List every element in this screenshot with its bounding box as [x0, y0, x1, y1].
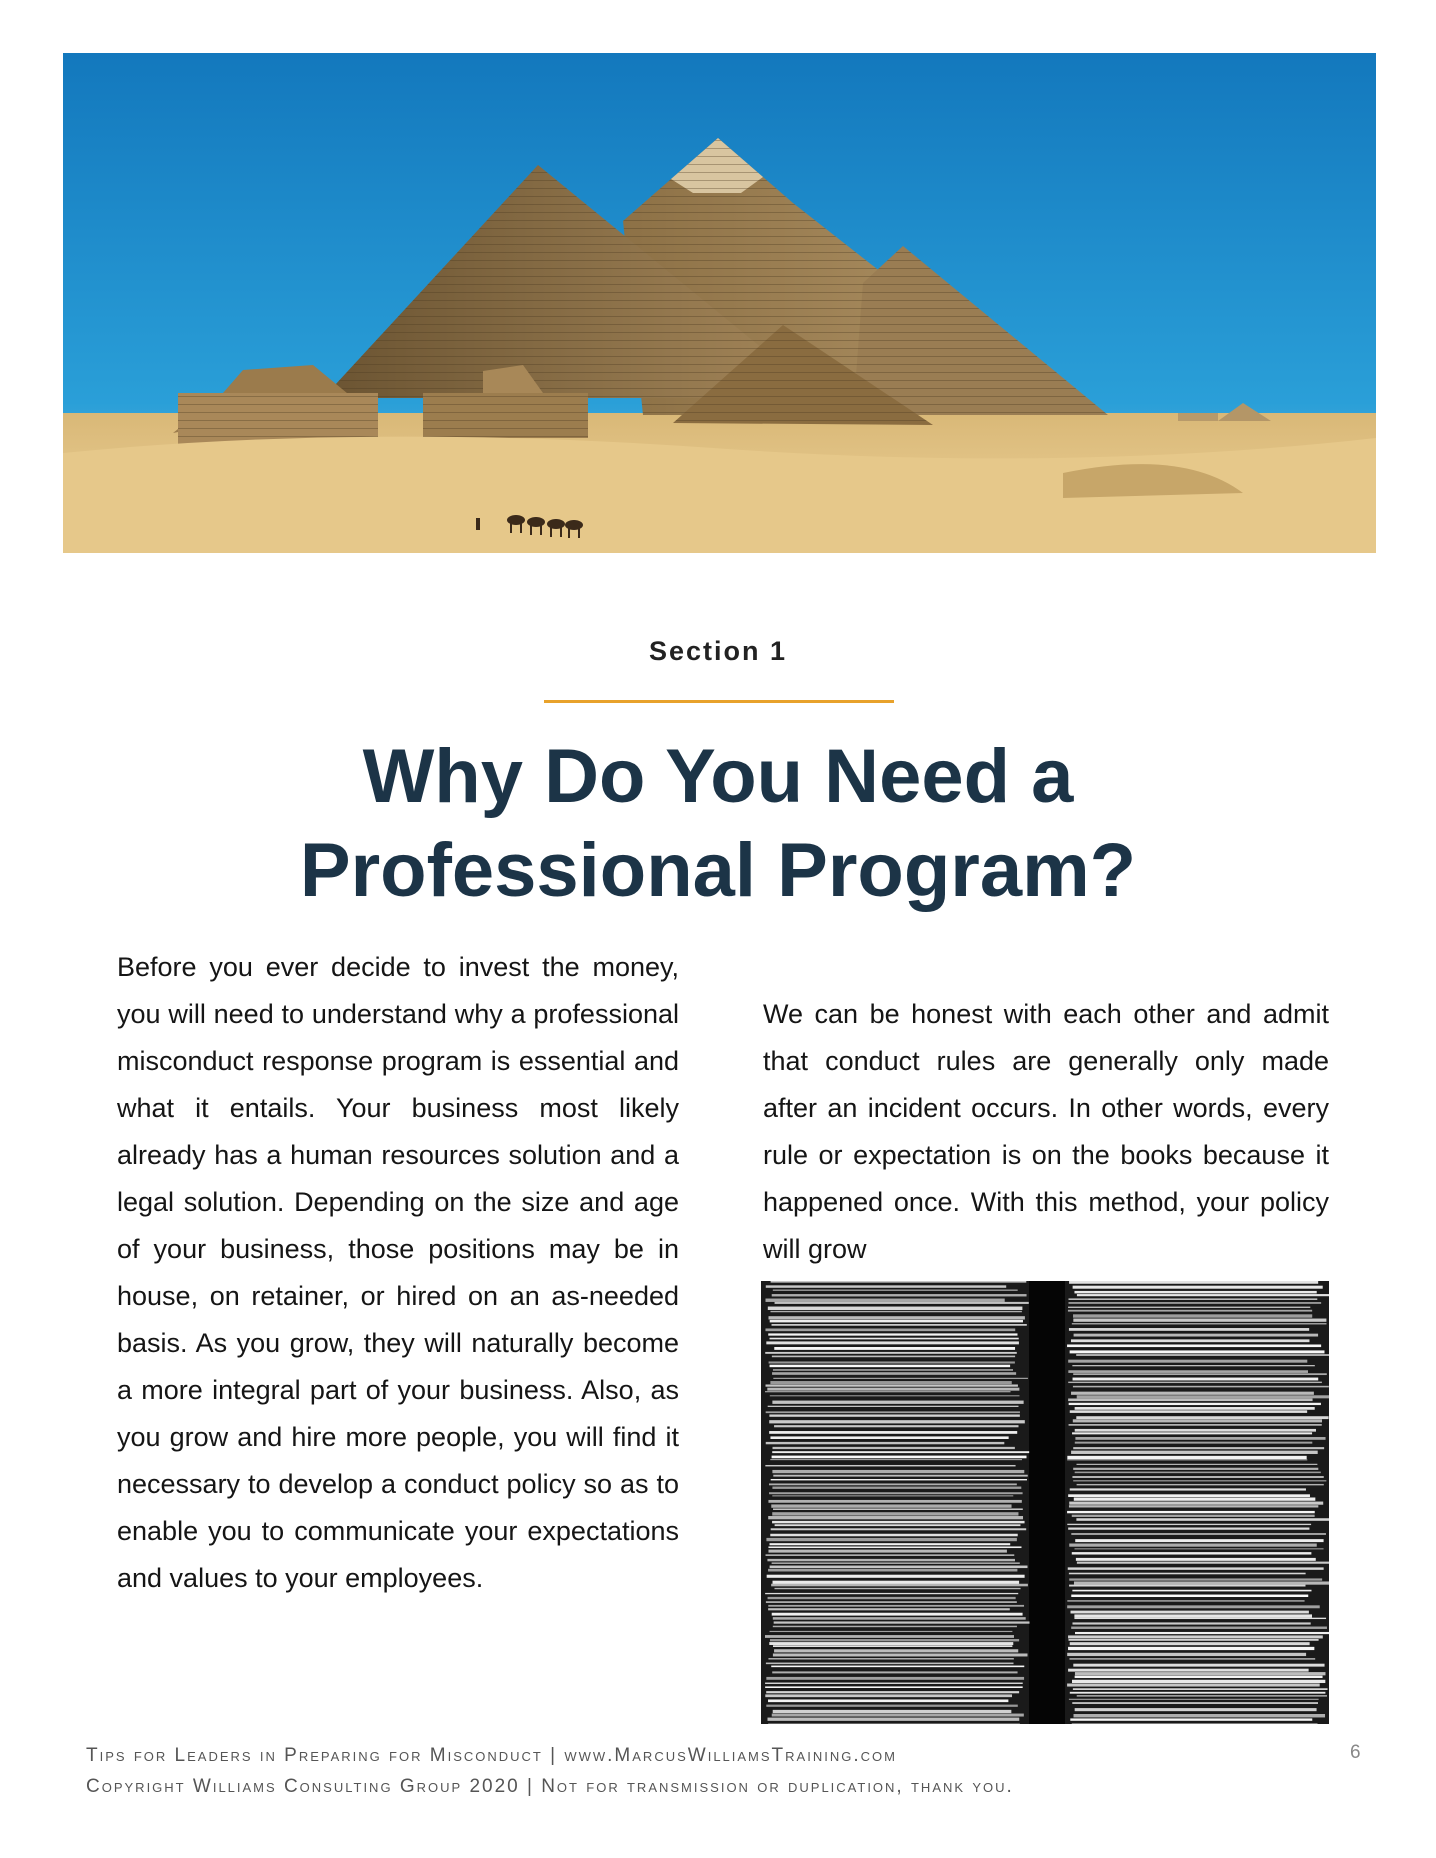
paper-sheet [1071, 1451, 1318, 1454]
paper-sheet [768, 1546, 1021, 1548]
paper-sheet [1075, 1672, 1326, 1675]
paper-sheet [769, 1316, 1025, 1319]
paper-sheet [769, 1420, 1025, 1423]
paper-sheet [771, 1528, 1027, 1530]
paper-sheet [765, 1352, 1017, 1354]
paper-sheet [772, 1671, 1017, 1673]
paper-sheet [1075, 1442, 1313, 1444]
paper-sheet [770, 1320, 1023, 1323]
paper-sheet [1075, 1632, 1329, 1634]
paper-sheet [773, 1369, 1013, 1371]
paper-sheet [771, 1281, 1027, 1283]
paper-sheet [773, 1626, 1017, 1628]
paper-sheet [1071, 1392, 1314, 1395]
paper-sheet [1073, 1286, 1323, 1289]
paper-sheet [1068, 1494, 1310, 1497]
paper-sheet [766, 1705, 1017, 1707]
paper-sheet [769, 1361, 1015, 1363]
paper-sheet [772, 1401, 1023, 1404]
paper-sheet [766, 1299, 1005, 1302]
paper-sheet [773, 1475, 1027, 1477]
paper-sheet [1069, 1424, 1322, 1426]
paper-sheet [1069, 1502, 1323, 1505]
paper-sheet [1068, 1302, 1321, 1304]
paper-sheet [1073, 1480, 1326, 1481]
paper-sheet [771, 1666, 1024, 1668]
paper-sheet [1073, 1688, 1328, 1690]
paper-sheet [765, 1391, 1011, 1392]
paper-sheet [767, 1575, 1025, 1578]
orange-divider [544, 700, 894, 703]
paper-sheet [1068, 1360, 1307, 1363]
paper-sheet [1068, 1635, 1323, 1638]
paper-sheet [1070, 1350, 1325, 1353]
paper-sheet [1070, 1642, 1310, 1645]
paper-sheet [765, 1635, 1014, 1638]
paper-sheet [1072, 1590, 1311, 1592]
paper-sheet [1068, 1310, 1312, 1312]
paper-sheet [1068, 1382, 1322, 1383]
paper-sheet [772, 1512, 1018, 1515]
paper-sheet [1070, 1692, 1326, 1694]
paper-sheet [770, 1338, 1019, 1340]
paper-sheet [1073, 1419, 1322, 1422]
paper-sheet [769, 1414, 1019, 1416]
paper-sheet [775, 1524, 1021, 1526]
paper-sheet [772, 1521, 1024, 1523]
paper-sheet [772, 1356, 1015, 1358]
paper-sheet [767, 1559, 1015, 1561]
paper-sheet [765, 1686, 1023, 1688]
paper-sheet [772, 1714, 1024, 1717]
paper-sheet [772, 1456, 1027, 1459]
body-left-column: Before you ever decide to invest the money, you will need to understand why a professional misconduct response program is essential and what it entails. Your business most likely already has a human resources solution and a legal solution. Depending on the size and age of your business, those positions may be in house, on retainer, or hired on an as-needed basis. As you grow, they will naturally become a more integral part of your business. Also, as you grow and hire more people, you will find it necessary to develop a conduct policy so as to enable you to communicate your expectations and values to your employees. [117, 952, 679, 1593]
paper-sheet [769, 1492, 1023, 1494]
paper-sheet [771, 1584, 1028, 1587]
paper-sheet [766, 1691, 1019, 1693]
paper-sheet [1073, 1386, 1329, 1388]
paper-sheet [772, 1451, 1029, 1453]
paper-sheet [770, 1631, 1013, 1632]
paper-sheet [773, 1378, 1028, 1379]
paper-sheet [770, 1639, 1019, 1641]
paper-sheet [1067, 1459, 1307, 1460]
footer [86, 1740, 1366, 1802]
paper-sheet [1073, 1319, 1326, 1322]
paper-sheet [1075, 1437, 1325, 1440]
section-label: Section 1 [648, 636, 788, 666]
paper-sheet [1067, 1511, 1315, 1513]
paper-sheet [766, 1554, 1015, 1555]
paper-sheet [1069, 1578, 1322, 1580]
paper-sheet [766, 1663, 1014, 1665]
paper-sheet [774, 1347, 1015, 1350]
paper-sheet [1067, 1524, 1311, 1525]
paper-sheet [1067, 1653, 1306, 1656]
paper-sheet [1073, 1378, 1319, 1381]
paper-sheet [1076, 1354, 1329, 1356]
paper-sheet [771, 1479, 1027, 1480]
paper-sheet [1072, 1476, 1323, 1478]
paper-sheet [770, 1395, 1020, 1396]
paper-sheet [1071, 1595, 1308, 1597]
paper-sheet [1069, 1573, 1306, 1575]
paper-sheet [1076, 1558, 1316, 1561]
paper-sheet [1072, 1323, 1327, 1324]
paper-sheet [774, 1425, 1018, 1427]
paper-sheet [773, 1581, 1020, 1584]
paper-sheet [1072, 1622, 1310, 1624]
paper-sheet [768, 1605, 1024, 1607]
paper-sheet [766, 1285, 1006, 1287]
stacked-files-image [761, 1281, 1329, 1724]
paper-sheet [1071, 1627, 1327, 1629]
paper-sheet [1074, 1581, 1329, 1584]
paper-sheet [1072, 1515, 1315, 1517]
paper-sheet [1072, 1432, 1312, 1434]
paper-sheet [775, 1302, 1029, 1304]
paper-sheet [768, 1550, 1006, 1553]
paper-sheet [771, 1504, 1011, 1507]
paper-sheet [768, 1658, 1013, 1659]
paper-sheet [1073, 1468, 1318, 1470]
paper-sheet [766, 1677, 1024, 1680]
paper-sheet [1074, 1618, 1326, 1619]
paper-sheet [767, 1388, 1019, 1391]
body-right-column: We can be honest with each other and admit that conduct rules are generally only made after an incident occurs. In other words, every rule or expectation is on the books because it happened once. With this method, your policy will grow [763, 999, 1329, 1264]
paper-sheet [1072, 1365, 1314, 1366]
paper-sheet [770, 1381, 1011, 1384]
paper-sheet [1075, 1472, 1321, 1474]
paper-sheet [766, 1538, 1016, 1541]
footer-line-1: Tips for Leaders in Preparing for Misconduct | www.MarcusWilliamsTraining.com [86, 1745, 897, 1766]
paper-sheet [1075, 1708, 1317, 1711]
paper-sheet [773, 1447, 1015, 1449]
paper-sheet [772, 1324, 1027, 1326]
paper-sheet [772, 1487, 1021, 1489]
paper-sheet [773, 1617, 1026, 1620]
paper-sheet [769, 1483, 1017, 1485]
paper-sheet [1068, 1298, 1317, 1300]
paper-sheet [1077, 1464, 1318, 1465]
paper-sheet [1067, 1456, 1306, 1459]
paper-sheet [770, 1566, 1028, 1569]
paper-sheet [773, 1290, 1018, 1291]
paper-sheet [770, 1534, 1017, 1537]
paper-sheet [773, 1653, 1028, 1656]
paper-sheet [1070, 1410, 1307, 1413]
paper-sheet [1077, 1484, 1324, 1485]
paper-sheet [1070, 1488, 1306, 1490]
paper-sheet [1074, 1497, 1316, 1500]
paper-sheet [1072, 1702, 1318, 1704]
paper-sheet [1075, 1539, 1323, 1542]
paper-sheet [1068, 1370, 1308, 1373]
paper-sheet [1075, 1548, 1324, 1549]
paper-sheet [768, 1406, 1019, 1407]
paper-sheet [1067, 1600, 1304, 1602]
paper-sheet [1071, 1339, 1310, 1342]
paper-sheet [1073, 1447, 1324, 1449]
hero-image-pyramids [63, 53, 1376, 553]
paper-sheet [768, 1333, 1017, 1335]
paper-sheet [769, 1543, 1010, 1545]
paper-sheet [1073, 1373, 1327, 1375]
paper-sheet [766, 1341, 1019, 1344]
paper-sheet [769, 1431, 1017, 1434]
paper-sheet [1069, 1281, 1318, 1284]
paper-sheet [1068, 1567, 1324, 1569]
paper-sheet [1071, 1533, 1326, 1534]
paper-sheet [1071, 1611, 1309, 1614]
paper-sheet [1076, 1518, 1329, 1521]
paper-sheet [1077, 1294, 1329, 1296]
page-title [0, 730, 1436, 918]
paper-sheet [769, 1642, 1013, 1645]
paper-sheet [1067, 1683, 1320, 1686]
paper-sheet [1077, 1695, 1327, 1696]
paper-sheet [773, 1645, 1012, 1647]
paper-sheet [767, 1718, 1019, 1721]
paper-sheet [1069, 1403, 1321, 1405]
paper-sheet [1075, 1407, 1315, 1410]
paper-sheet [772, 1372, 1016, 1375]
paper-sheet [1077, 1562, 1329, 1564]
paper-sheet [772, 1495, 1013, 1496]
paper-sheet [1068, 1398, 1312, 1401]
paper-sheet [766, 1601, 1017, 1602]
paper-sheet [1073, 1314, 1312, 1317]
paper-sheet [1069, 1639, 1319, 1641]
title-line-1: Why Do You Need a [362, 734, 1074, 819]
title-line-2: Professional Program? [299, 828, 1137, 913]
paper-sheet [1068, 1647, 1314, 1650]
footer-line-2: Copyright Williams Consulting Group 2020 | Not for transmission or duplication, thank you. [86, 1776, 1014, 1797]
paper-sheet [765, 1328, 1015, 1331]
paper-sheet [1069, 1585, 1305, 1587]
paper-sheet [770, 1459, 1022, 1460]
paper-sheet [1068, 1307, 1310, 1308]
paper-sheet [1073, 1714, 1325, 1717]
paper-sheet [1075, 1429, 1316, 1432]
paper-sheet [770, 1311, 1021, 1312]
paper-sheet [768, 1699, 1008, 1702]
paper-sheet [768, 1608, 1010, 1610]
paper-sheet [773, 1509, 1023, 1510]
paper-sheet [1070, 1718, 1312, 1720]
paper-sheet [1076, 1416, 1328, 1419]
paper-sheet [765, 1593, 1018, 1594]
paper-sheet [1077, 1395, 1329, 1398]
paper-sheet [768, 1500, 1021, 1503]
paper-sheet [766, 1384, 1018, 1386]
paper-sheet [765, 1683, 1023, 1684]
paper-sheet [772, 1294, 1027, 1296]
paper-sheet [1072, 1680, 1325, 1683]
paper-sheet [1074, 1291, 1316, 1293]
paper-sheet [772, 1563, 1020, 1564]
paper-sheet [1069, 1505, 1318, 1507]
paper-sheet [765, 1465, 1015, 1466]
paper-sheet [768, 1516, 1023, 1519]
paper-sheet [1072, 1552, 1312, 1554]
paper-sheet [1074, 1334, 1318, 1337]
paper-sheet [1068, 1527, 1309, 1529]
paper-sheet [1073, 1664, 1324, 1667]
paper-sheet [1068, 1669, 1309, 1672]
paper-sheet [774, 1649, 1018, 1652]
paper-sheet [766, 1411, 1020, 1413]
paper-sheet [768, 1307, 1023, 1310]
paper-sheet [1074, 1614, 1312, 1617]
paper-sheet [765, 1694, 1012, 1697]
paper-sheet [1069, 1544, 1316, 1547]
paper-sheet [1069, 1328, 1309, 1331]
paper-sheet [768, 1597, 1016, 1599]
paper-sheet [774, 1621, 1030, 1623]
paper-sheet [774, 1588, 1020, 1589]
paper-sheet [773, 1710, 1012, 1713]
paper-sheet [768, 1569, 1017, 1572]
paper-sheet [1067, 1605, 1320, 1608]
paper-sheet [772, 1470, 1024, 1473]
paper-sheet [766, 1442, 1005, 1444]
paper-sheet [768, 1723, 1020, 1724]
paper-sheet [1069, 1658, 1315, 1660]
paper-sheet [772, 1613, 1023, 1616]
paper-sheet [1067, 1344, 1321, 1347]
page-number: 6 [1350, 1742, 1361, 1763]
paper-sheet [770, 1365, 1011, 1367]
paper-sheet [770, 1436, 1008, 1439]
paper-sheet [1075, 1676, 1323, 1678]
paper-sheet [1069, 1699, 1319, 1700]
